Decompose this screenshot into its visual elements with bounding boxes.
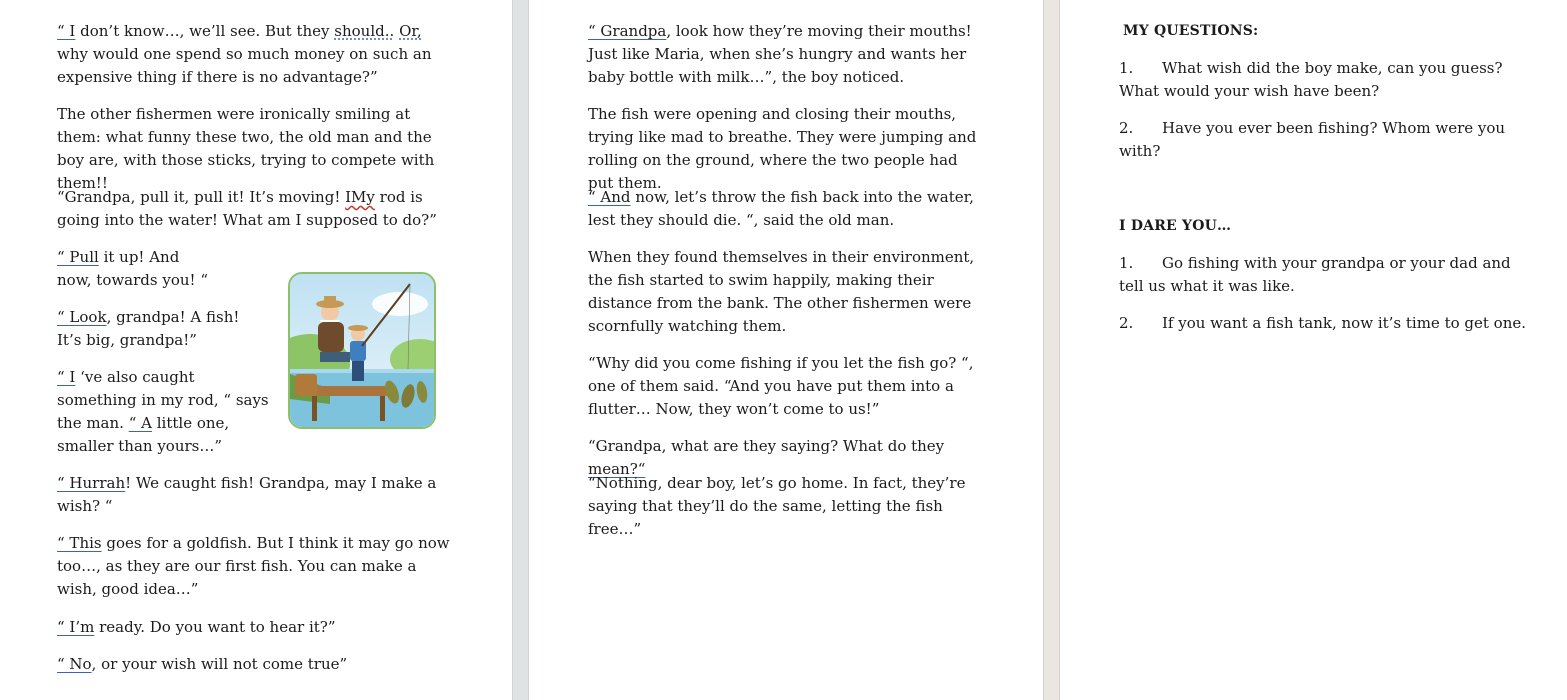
paragraph: The fish were opening and closing their mouths, trying like mad to breathe. They were jumping and rolling on the ground, where the two people had put them.: [588, 105, 977, 192]
text-run: “Grandpa, pull it, pull it! It’s moving!: [57, 188, 346, 206]
page-gap: [512, 0, 529, 700]
text-run: why would one spend so much money on such an expensive thing if there is no advantage?”: [57, 45, 432, 86]
paragraph: [57, 186, 457, 232]
text-run: , or your wish will not come true”: [91, 655, 348, 673]
paragraph: [57, 532, 457, 601]
paragraph: [57, 616, 457, 639]
paragraph: “Why did you come fishing if you let the fish go? “, one of them said. “And you have put them into a flutter… Now, they won’t come to us!”: [588, 354, 974, 418]
dare-item: [1119, 252, 1529, 298]
page-gap: [1043, 0, 1060, 700]
paragraph: [57, 20, 457, 89]
text-run: it up! And now, towards you! “: [57, 248, 208, 289]
list-number: 2.: [1119, 119, 1134, 137]
dare-text: Go fishing with your grandpa or your dad and tell us what it was like.: [1119, 254, 1511, 295]
quote-word: “ Hurrah: [57, 474, 126, 492]
dare-item: [1119, 312, 1529, 335]
quote-word: “ Grandpa: [588, 22, 667, 40]
paragraph: [588, 186, 983, 232]
text-run: Or,: [399, 22, 422, 40]
paragraph: [57, 472, 457, 518]
questions-heading: MY QUESTIONS:: [1123, 23, 1259, 39]
text-run: should..: [334, 22, 395, 40]
text-run: rod is going into the water! What am I supposed to do?”: [57, 188, 437, 229]
dare-text: If you want a fish tank, now it’s time to get one.: [1162, 314, 1527, 332]
quote-word: “ I: [57, 22, 76, 40]
text-run: ready. Do you want to hear it?”: [94, 618, 336, 636]
paragraph: “Nothing, dear boy, let’s go home. In fact, they’re saying that they’ll do the same, letting the fish free…”: [588, 474, 966, 538]
quote-word: “ Look: [57, 308, 107, 326]
quote-word: “ Pull: [57, 248, 99, 266]
text-run: ! We caught fish! Grandpa, may I make a wish? “: [57, 474, 437, 515]
paragraph: [588, 20, 983, 89]
list-number: 1.: [1119, 254, 1134, 272]
spelling-error-word: IMy: [345, 188, 375, 206]
quote-word: “ No: [57, 655, 92, 673]
quote-word: “ A: [128, 414, 152, 432]
question-item: [1119, 117, 1529, 163]
quote-word: “ I’m: [57, 618, 95, 636]
quote-word: “ I: [57, 368, 76, 386]
paragraph: [57, 366, 272, 458]
question-item: [1119, 57, 1529, 103]
text-run: ‘ve also caught something in my rod, “ says the man.: [57, 368, 269, 432]
text-run: “Grandpa, what are they saying? What do they: [588, 437, 945, 455]
list-number: 1.: [1119, 59, 1134, 77]
quote-word: mean?“: [588, 460, 646, 478]
text-run: don’t know…, we’ll see. But they: [75, 22, 335, 40]
text-run: , grandpa! A fish! It’s big, grandpa!”: [57, 308, 240, 349]
question-text: Have you ever been fishing? Whom were you with?: [1119, 119, 1506, 160]
document-page-2: [529, 0, 1043, 700]
question-text: What wish did the boy make, can you guess? What would your wish have been?: [1119, 59, 1503, 100]
text-run: now, let’s throw the fish back into the water, lest they should die. “, said the old man.: [588, 188, 974, 229]
grandpa-and-boy-fishing-illustration: [288, 272, 436, 429]
document-page-1: [0, 0, 512, 700]
text-run: little one, smaller than yours…”: [57, 414, 230, 455]
paragraph: The other fishermen were ironically smiling at them: what funny these two, the old man and the boy are, with those sticks, trying to compete with them!!: [57, 105, 435, 192]
paragraph: [57, 306, 257, 352]
quote-word: “ This: [57, 534, 102, 552]
paragraph: [57, 246, 217, 292]
paragraph: [57, 653, 457, 676]
quote-word: “ And: [588, 188, 631, 206]
list-number: 2.: [1119, 314, 1134, 332]
fishing-scene-icon: [290, 274, 434, 427]
paragraph: When they found themselves in their environment, the fish started to swim happily, making their distance from the bank. The other fishermen were scornfully watching them.: [588, 248, 975, 335]
document-page-3: [1060, 0, 1567, 700]
text-run: goes for a goldfish. But I think it may go now too…, as they are our first fish. You can make a wish, good idea…”: [57, 534, 450, 598]
text-run: , look how they’re moving their mouths! Just like Maria, when she’s hungry and wants her baby bottle with milk…”, the boy noticed.: [588, 22, 972, 86]
dare-heading: I DARE YOU…: [1119, 218, 1232, 234]
